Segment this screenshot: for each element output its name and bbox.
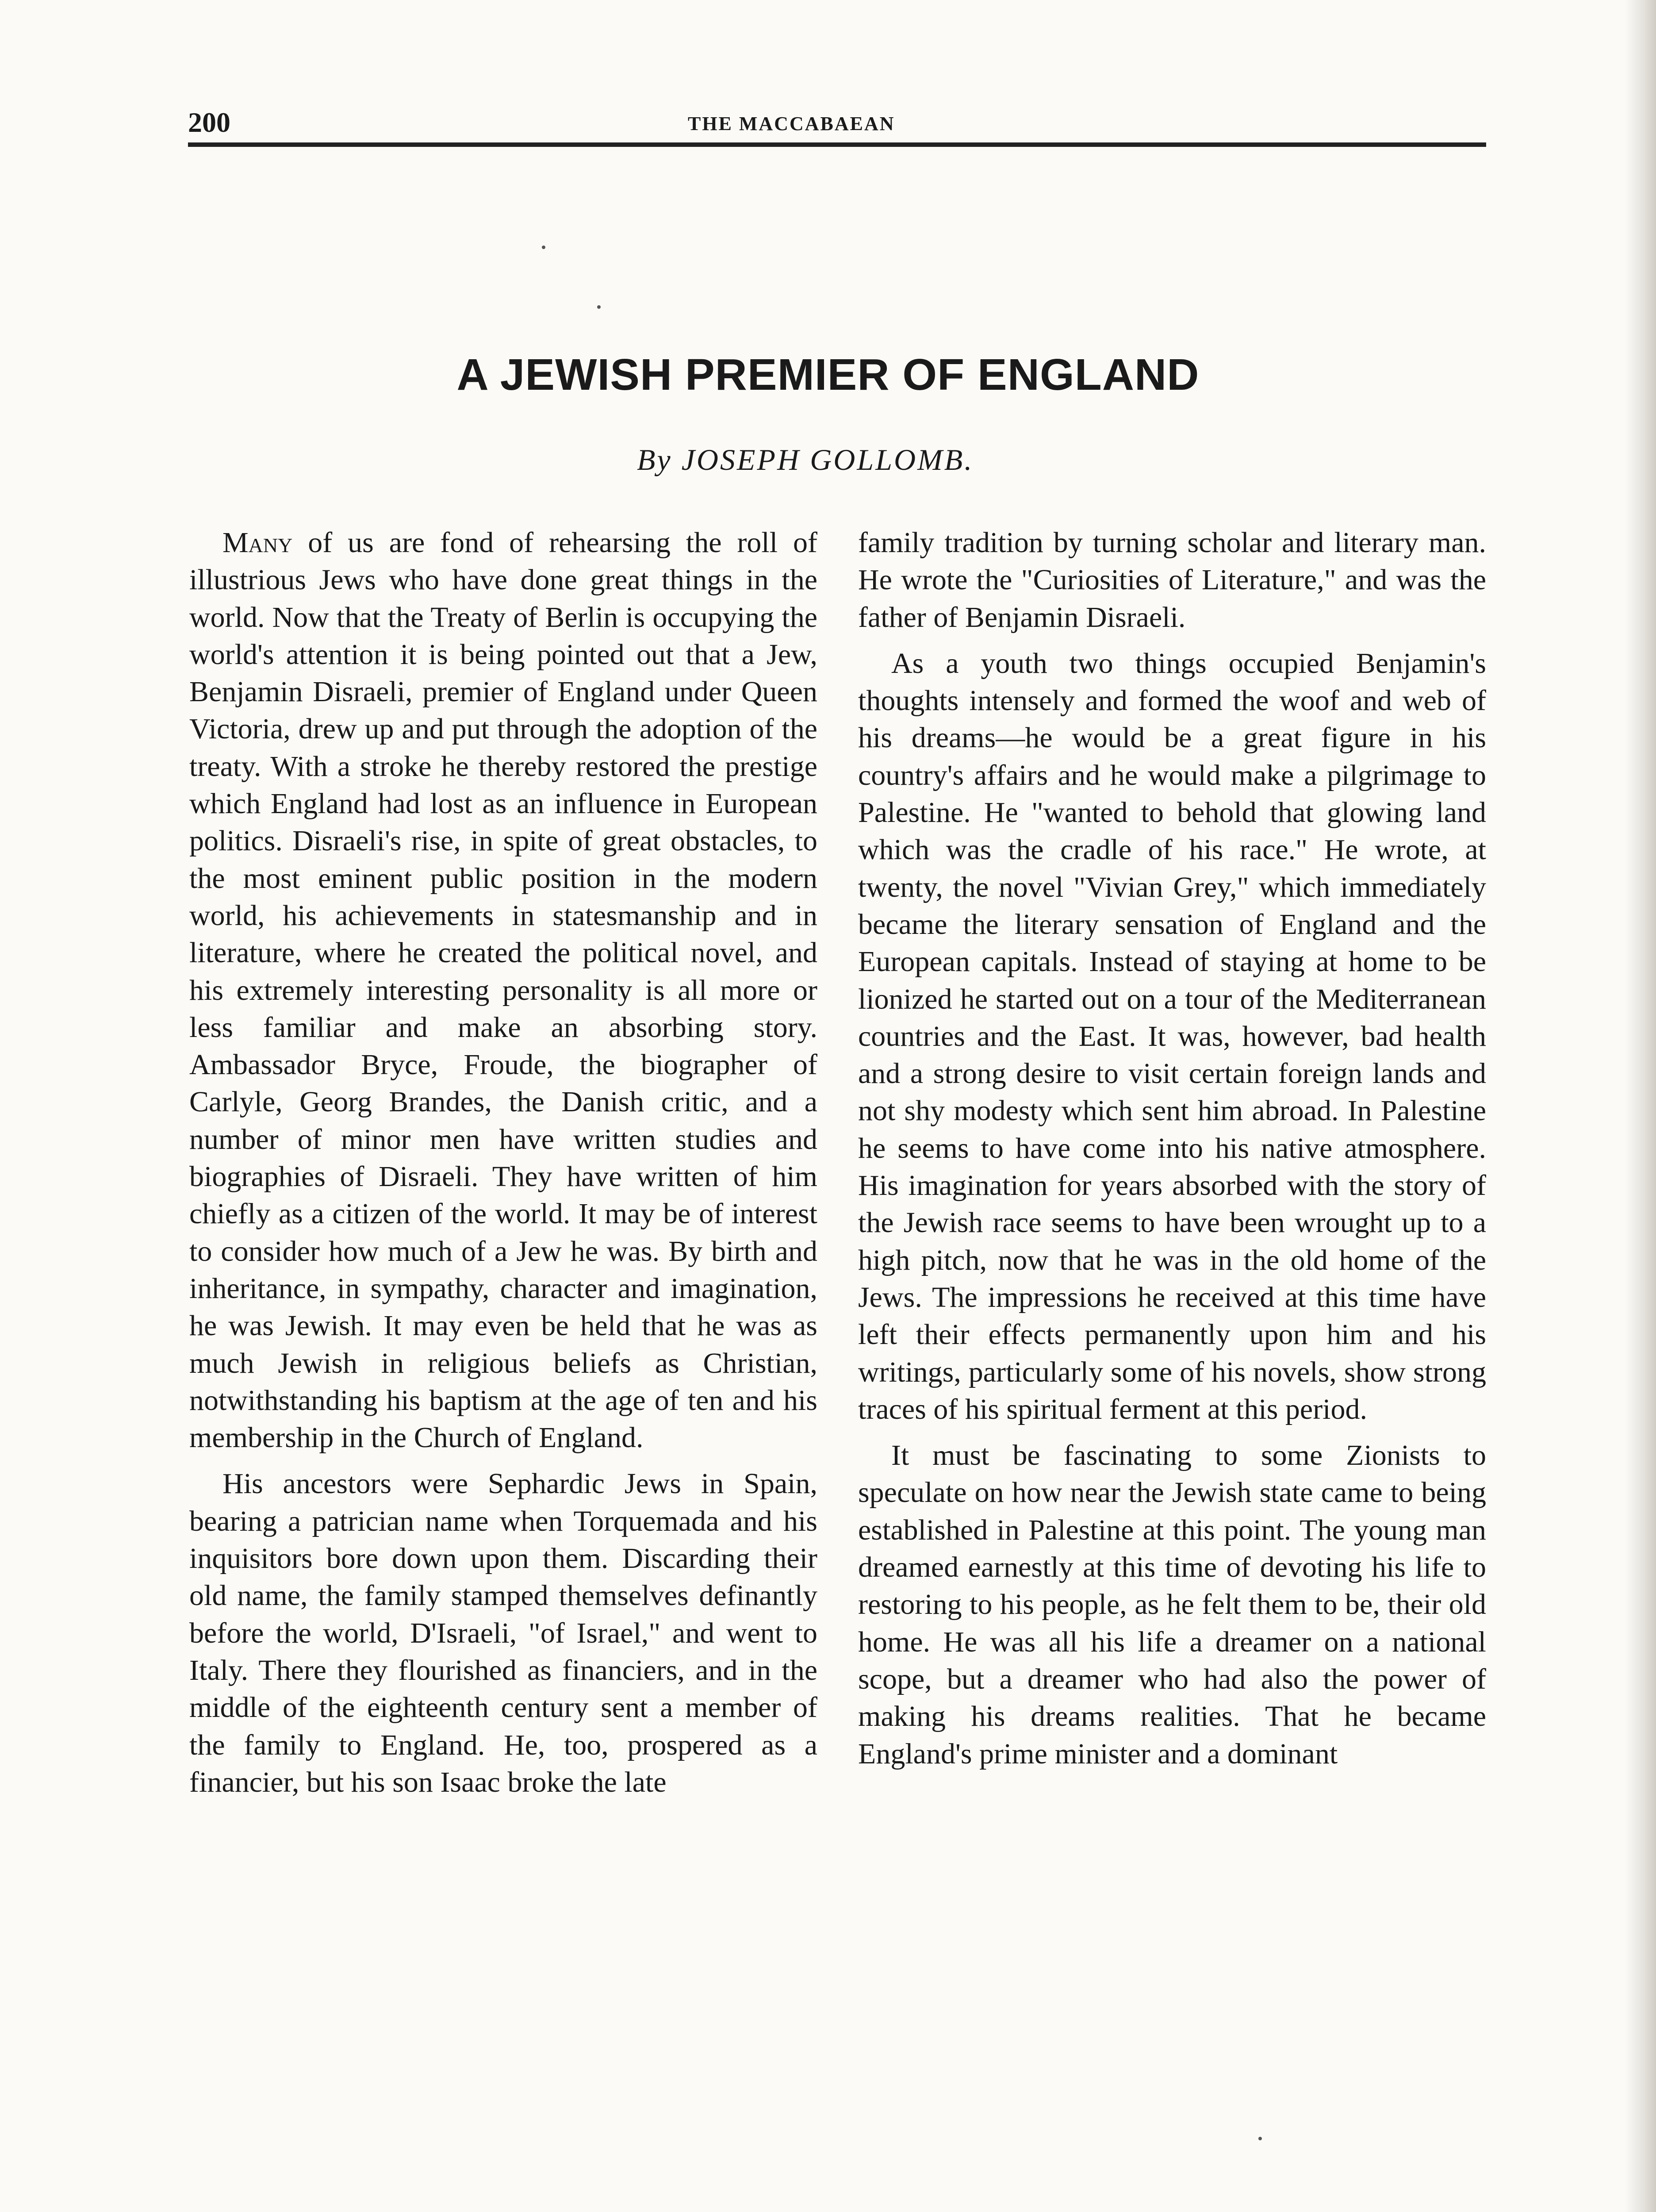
running-head: THE MACCABAEAN bbox=[688, 113, 895, 134]
dust-speck bbox=[597, 305, 601, 309]
page-header bbox=[188, 106, 1486, 142]
dust-speck bbox=[542, 246, 545, 249]
paragraph: As a youth two things occupied Benjamin's thoughts intensely and formed the woof and web of his dreams—he would be a great figure in his country's affairs and he would make a pilgrimage to Palestine. He "wanted to behold that glowing land which was the cradle of his race." He wrote, at twenty, the novel "Vivian Grey," which immediately became the literary sensation of England and the European capitals. Instead of staying at home to be lionized he started out on a tour of the Mediterranean countries and the East. It was, however, bad health and a strong desire to visit certain foreign lands and not shy modesty which sent him abroad. In Palestine he seems to have come into his native atmosphere. His imagination for years absorbed with the story of the Jewish race seems to have been wrought up to a high pitch, now that he was in the old home of the Jews. The impressions he received at this time have left their effects permanently upon him and his writings, particularly some of his novels, show strong traces of his spiritual ferment at this period. bbox=[858, 647, 1486, 1425]
drop-word: Many bbox=[222, 526, 293, 559]
paragraph: His ancestors were Sephardic Jews in Spain, bearing a patrician name when Torquemada and his inquisitors bore down upon them. Discarding their old name, the family stamped themselves definantly before the world, D'Israeli, "of Israel," and went to Italy. There they flourished as financiers, and in the middle of the eighteenth century sent a member of the family to England. He, too, prospered as a financier, but his son Isaac broke the late bbox=[189, 1467, 817, 1798]
paragraph-text: of us are fond of rehearsing the roll of illustrious Jews who have done great things in the world. Now that the Treaty of Berlin is occupying the world's attention it is being pointed out that a Jew, Benjamin Disraeli, premier of England under Queen Victoria, drew up and put through the adoption of the treaty. With a stroke he thereby restored the prestige which England had lost as an influence in European politics. Disraeli's rise, in spite of great obstacles, to the most eminent public position in the modern world, his achievements in statesmanship and in literature, where he created the political novel, and his extremely interesting personality is all more or less familiar and make an absorbing story. Ambassador Bryce, Froude, the biographer of Carlyle, Georg Brandes, the Danish critic, and a number of minor men have written studies and biographies of Disraeli. They have written of him chiefly as a citizen of the world. It may be of interest to consider how much of a Jew he was. By birth and inheritance, in sympathy, character and imagination, he was Jewish. It may even be held that he was as much Jewish in religious beliefs as Christian, notwithstanding his baptism at the age of ten and his membership in the Church of England. bbox=[189, 526, 817, 1454]
left-column bbox=[189, 524, 817, 1810]
header-rule bbox=[188, 142, 1486, 147]
paragraph-continued: family tradition by turning scholar and literary man. He wrote the "Curiosities of Literature," and was the father of Benjamin Disraeli. bbox=[858, 526, 1486, 634]
page-number: 200 bbox=[188, 107, 230, 138]
paragraph: It must be fascinating to some Zionists to speculate on how near the Jewish state came to being established in Palestine at this point. The young man dreamed earnestly at this time of devoting his life to restoring to his people, as he felt them to be, their old home. He was all his life a dreamer on a national scope, but a dreamer who had also the power of making his dreams realities. That he became England's prime minister and a dominant bbox=[858, 1439, 1486, 1770]
dust-speck bbox=[1258, 2137, 1262, 2140]
article-title: A JEWISH PREMIER OF ENGLAND bbox=[456, 350, 1200, 399]
paragraph bbox=[189, 524, 817, 1456]
article-byline: By JOSEPH GOLLOMB. bbox=[637, 443, 974, 476]
right-column bbox=[858, 524, 1486, 1782]
page-edge-shadow bbox=[1625, 0, 1656, 2212]
